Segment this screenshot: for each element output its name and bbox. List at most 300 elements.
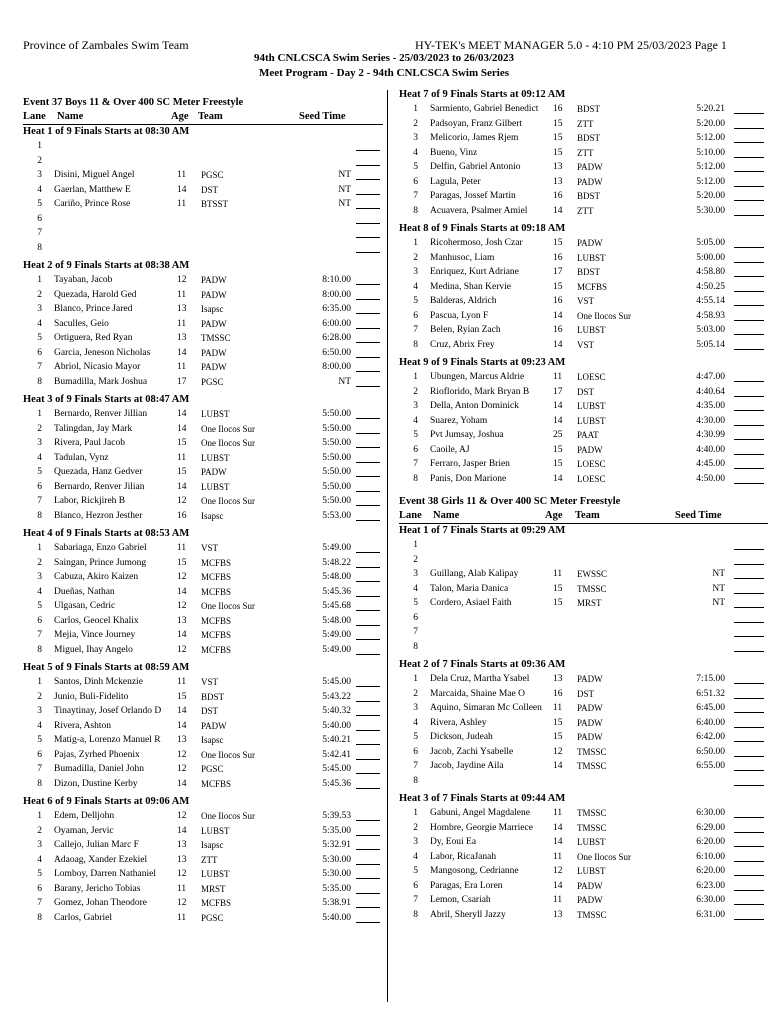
table-row	[399, 204, 768, 219]
lane-number: 3	[413, 133, 418, 143]
finals-time-blank	[734, 759, 764, 771]
finals-time-blank	[734, 280, 764, 292]
lane-number: 6	[413, 746, 418, 757]
table-row	[399, 596, 768, 611]
team-code: LUBST	[577, 325, 606, 335]
table-row	[23, 556, 383, 571]
lane-number: 2	[413, 118, 418, 129]
heat-title: Heat 2 of 7 Finals Starts at 09:36 AM	[399, 659, 566, 670]
swimmer-age: 14	[177, 481, 187, 492]
seed-time: 4:50.00	[696, 473, 725, 484]
table-row	[399, 323, 768, 338]
swimmer-age: 13	[177, 615, 187, 626]
team-code: BDST	[577, 267, 601, 277]
seed-time: 5:53.00	[322, 510, 351, 521]
swimmer-name: Dizon, Dustine Kerby	[54, 778, 138, 789]
table-row	[399, 893, 768, 908]
seed-time: 5:40.32	[322, 706, 351, 716]
lane-number: 4	[37, 452, 42, 463]
swimmer-name: Cruz, Abrix Frey	[430, 339, 495, 350]
seed-time: 6:45.00	[696, 703, 725, 713]
lane-number: 7	[413, 459, 418, 469]
lane-number: 8	[37, 242, 42, 253]
heat-block	[399, 222, 768, 352]
table-row	[23, 690, 383, 705]
seed-time: 5:50.00	[322, 496, 351, 506]
swimmer-name: Ricohermoso, Josh Czar	[430, 238, 523, 248]
finals-time-blank	[734, 323, 764, 335]
finals-time-blank	[734, 338, 764, 350]
team-code: TMSSC	[577, 822, 607, 833]
seed-time: 5:45.36	[322, 778, 351, 789]
swimmer-name: Marcaida, Shaine Mae O	[430, 688, 525, 699]
finals-time-blank	[356, 168, 380, 180]
finals-time-blank	[356, 509, 380, 521]
lane-number: 4	[37, 318, 42, 329]
swimmer-age: 11	[553, 372, 563, 382]
seed-time: 5:45.36	[322, 586, 351, 597]
swimmer-age: 16	[553, 296, 563, 306]
finals-time-blank	[734, 131, 764, 143]
lane-number: 6	[413, 880, 418, 891]
finals-time-blank	[356, 556, 380, 568]
team-code: BDST	[577, 191, 601, 201]
heat-block	[23, 661, 383, 791]
table-row	[23, 183, 383, 198]
seed-time: 5:39.53	[322, 811, 351, 821]
swimmer-age: 15	[553, 444, 563, 455]
seed-time: 5:05.00	[696, 238, 725, 248]
swimmer-name: Bernardo, Renver Jilian	[54, 481, 145, 492]
swimmer-name: Sarmiento, Gabriel Benedict	[430, 104, 539, 114]
swimmer-age: 12	[177, 764, 187, 774]
finals-time-blank	[356, 317, 380, 329]
finals-time-blank	[356, 733, 380, 745]
team-code: PADW	[577, 732, 603, 742]
seed-time: 5:35.00	[322, 825, 351, 836]
team-code: PADW	[201, 720, 227, 731]
seed-time: 6:20.00	[696, 837, 725, 847]
seed-time: 5:05.14	[696, 339, 725, 350]
swimmer-age: 17	[553, 386, 563, 397]
swimmer-name: Tinaytinay, Josef Orlando D	[54, 706, 162, 716]
swimmer-age: 14	[177, 423, 187, 434]
swimmer-name: Bumadilla, Daniel John	[54, 764, 144, 774]
table-row	[399, 399, 768, 414]
lane-number: 7	[37, 764, 42, 774]
swimmer-name: Panis, Don Marione	[430, 473, 507, 484]
table-row	[23, 241, 383, 256]
swimmer-name: Pvt Jumsay, Joshua	[430, 430, 504, 440]
swimmer-name: Rivera, Ashley	[430, 717, 487, 728]
lane-number: 7	[413, 191, 418, 201]
lane-number: 8	[37, 510, 42, 521]
table-row	[23, 628, 383, 643]
team-code: LUBST	[577, 401, 606, 411]
table-row	[399, 146, 768, 161]
seed-time: 4:55.14	[696, 296, 725, 306]
swimmer-name: Medina, Shan Kervie	[430, 281, 511, 292]
seed-time: 5:49.00	[322, 630, 351, 640]
lane-number: 2	[413, 386, 418, 397]
team-code: DST	[577, 688, 595, 699]
finals-time-blank	[734, 385, 764, 397]
lane-number: 1	[37, 811, 42, 821]
table-row	[23, 733, 383, 748]
table-row	[23, 465, 383, 480]
lane-number: 1	[37, 275, 42, 285]
team-code: LUBST	[577, 866, 606, 876]
swimmer-name: Santos, Dinh Mckenzie	[54, 677, 143, 687]
team-code: PGSC	[201, 764, 224, 774]
heat-title: Heat 1 of 7 Finals Starts at 09:29 AM	[399, 525, 566, 536]
table-row	[23, 360, 383, 375]
heat-title: Heat 1 of 9 Finals Starts at 08:30 AM	[23, 126, 190, 137]
swimmer-age: 12	[177, 572, 187, 582]
lane-number: 2	[413, 554, 418, 565]
lane-number: 4	[413, 851, 418, 862]
lane-number: 2	[37, 557, 42, 568]
table-row	[23, 675, 383, 690]
lane-number: 7	[37, 898, 42, 908]
swimmer-age: 15	[553, 147, 563, 158]
table-row	[23, 407, 383, 422]
column-header	[399, 509, 768, 524]
seed-time: 4:50.25	[696, 281, 725, 292]
table-row	[399, 265, 768, 280]
swimmer-age: 14	[177, 630, 187, 640]
heat-block	[399, 524, 768, 654]
event-title-38: Event 38 Girls 11 & Over 400 SC Meter Freestyle	[399, 496, 621, 507]
finals-time-blank	[356, 643, 380, 655]
finals-time-blank	[734, 687, 764, 699]
table-row	[399, 131, 768, 146]
finals-time-blank	[356, 407, 380, 419]
finals-time-blank	[356, 896, 380, 908]
finals-time-blank	[734, 472, 764, 484]
seed-time: 4:30.99	[696, 430, 725, 440]
swimmer-age: 15	[553, 281, 563, 292]
swimmer-name: Blanco, Hezron Jesther	[54, 510, 143, 521]
team-code: BDST	[577, 104, 601, 114]
seed-time: 6:23.00	[696, 880, 725, 891]
team-code: PADW	[577, 176, 603, 187]
seed-time: 5:50.00	[322, 467, 351, 477]
lane-number: 8	[37, 778, 42, 789]
lane-number: 3	[413, 401, 418, 411]
lane-number: 7	[413, 761, 418, 771]
finals-time-blank	[356, 628, 380, 640]
seed-time: 6:30.00	[696, 808, 725, 818]
lane-number: 8	[37, 376, 42, 387]
swimmer-age: 14	[177, 184, 187, 195]
lane-number: 7	[413, 325, 418, 335]
team-code: MCFBS	[201, 557, 232, 568]
swimmer-name: Caoile, AJ	[430, 444, 470, 455]
heat-list	[399, 524, 768, 922]
heat-title: Heat 7 of 9 Finals Starts at 09:12 AM	[399, 89, 566, 100]
team-code: TMSSC	[577, 909, 607, 920]
swimmer-age: 15	[177, 438, 187, 448]
finals-time-blank	[734, 596, 764, 608]
team-code: TMSSC	[201, 333, 231, 343]
lane-number: 7	[37, 362, 42, 372]
lane-number: 8	[413, 909, 418, 920]
table-row	[399, 472, 768, 487]
swimmer-name: Lagula, Peter	[430, 176, 481, 187]
seed-time: 6:51.32	[696, 688, 725, 699]
swimmer-name: Quezada, Harold Ged	[54, 289, 137, 300]
swimmer-name: Jacob, Zachi Ysabelle	[430, 746, 514, 757]
finals-time-blank	[356, 585, 380, 597]
swimmer-age: 14	[553, 822, 563, 833]
table-row	[399, 806, 768, 821]
header-program: Meet Program - Day 2 - 94th CNLCSCA Swim Series	[258, 67, 509, 79]
seed-time: 4:45.00	[696, 459, 725, 469]
lane-number: 7	[37, 228, 42, 238]
lane-number: 6	[37, 615, 42, 626]
finals-time-blank	[734, 864, 764, 876]
seed-time: 6:28.00	[322, 333, 351, 343]
seed-time: 8:00.00	[322, 362, 351, 372]
seed-time: 4:58.80	[696, 267, 725, 277]
team-code: LOESC	[577, 459, 606, 469]
swimmer-age: 14	[553, 837, 563, 847]
swimmer-name: Cabuza, Akiro Kaizen	[54, 572, 139, 582]
table-row	[23, 494, 383, 509]
lane-number: 6	[37, 347, 42, 358]
swimmer-age: 12	[177, 601, 187, 611]
table-row	[399, 370, 768, 385]
table-row	[399, 716, 768, 731]
table-row	[399, 625, 768, 640]
finals-time-blank	[356, 911, 380, 923]
seed-time: 4:58.93	[696, 310, 725, 321]
swimmer-name: Carlos, Gabriel	[54, 912, 113, 923]
swimmer-name: Tayaban, Jacob	[54, 275, 113, 285]
table-row	[23, 273, 383, 288]
lane-number: 4	[37, 184, 42, 195]
swimmer-age: 14	[177, 586, 187, 597]
table-row	[399, 850, 768, 865]
swimmer-name: Gabuni, Angel Magdalene	[430, 808, 530, 818]
table-row	[23, 226, 383, 241]
team-code: LUBST	[577, 415, 606, 426]
finals-time-blank	[734, 821, 764, 833]
heat-title: Heat 6 of 9 Finals Starts at 09:06 AM	[23, 796, 190, 807]
team-code: PGSC	[201, 912, 224, 923]
heat-list	[23, 125, 383, 925]
heat-title: Heat 2 of 9 Finals Starts at 08:38 AM	[23, 260, 190, 271]
finals-time-blank	[356, 212, 380, 224]
table-row	[23, 422, 383, 437]
swimmer-name: Edem, Delljohn	[54, 811, 115, 821]
table-row	[23, 867, 383, 882]
swimmer-age: 11	[177, 318, 187, 329]
table-row	[23, 643, 383, 658]
swimmer-name: Saculles, Geio	[54, 318, 109, 329]
team-code: TMSSC	[577, 808, 607, 818]
finals-time-blank	[356, 867, 380, 879]
seed-time: 5:12.00	[696, 176, 725, 187]
finals-time-blank	[734, 806, 764, 818]
swimmer-age: 14	[177, 720, 187, 731]
lane-number: 1	[413, 238, 418, 248]
seed-time: 6:55.00	[696, 761, 725, 771]
seed-time: 5:48.00	[322, 615, 351, 626]
team-code: BTSST	[201, 199, 229, 209]
col-lane: Lane	[399, 510, 422, 521]
table-row	[399, 338, 768, 353]
swimmer-age: 16	[553, 688, 563, 699]
finals-time-blank	[734, 399, 764, 411]
table-row	[399, 745, 768, 760]
swimmer-age: 14	[553, 880, 563, 891]
finals-time-blank	[356, 570, 380, 582]
table-row	[23, 541, 383, 556]
finals-time-blank	[356, 494, 380, 506]
seed-time: 5:45.00	[322, 677, 351, 687]
seed-time: 5:50.00	[322, 438, 351, 448]
swimmer-age: 13	[177, 735, 187, 745]
swimmer-name: Gomez, Johan Theodore	[54, 898, 147, 908]
swimmer-name: Mejia, Vince Journey	[54, 630, 136, 640]
team-code: One Ilocos Sur	[201, 601, 255, 611]
lane-number: 2	[413, 688, 418, 699]
team-code: PADW	[577, 162, 603, 172]
seed-time: NT	[712, 569, 725, 579]
table-row	[23, 509, 383, 524]
seed-time: 4:30.00	[696, 415, 725, 426]
swimmer-name: Ulgasan, Cedric	[54, 601, 116, 611]
lane-number: 1	[413, 808, 418, 818]
swimmer-name: Gaerlan, Matthew E	[54, 184, 131, 195]
heat-title: Heat 3 of 7 Finals Starts at 09:44 AM	[399, 793, 566, 804]
swimmer-name: Saingan, Prince Jumong	[54, 557, 147, 568]
lane-number: 5	[37, 735, 42, 745]
team-code: LOESC	[577, 473, 606, 484]
swimmer-age: 11	[177, 199, 187, 209]
lane-number: 4	[413, 147, 418, 158]
swimmer-name: Dela Cruz, Martha Ysabel	[430, 674, 530, 684]
header-series: 94th CNLCSCA Swim Series - 25/03/2023 to 26/03/2023	[253, 52, 515, 64]
swimmer-name: Labor, Rickjireh B	[54, 496, 126, 506]
swimmer-age: 12	[177, 898, 187, 908]
seed-time: NT	[338, 184, 351, 195]
team-code: VST	[201, 677, 219, 687]
seed-time: 6:31.00	[696, 909, 725, 920]
swimmer-age: 12	[177, 496, 187, 506]
team-code: VST	[201, 543, 219, 553]
team-code: PAAT	[577, 430, 599, 440]
col-team: Team	[198, 111, 223, 122]
team-code: PADW	[577, 674, 603, 684]
lane-number: 4	[37, 586, 42, 597]
heat-block	[399, 792, 768, 922]
lane-number: 7	[37, 630, 42, 640]
lane-number: 2	[37, 691, 42, 702]
lane-number: 5	[413, 430, 418, 440]
finals-time-blank	[356, 226, 380, 238]
team-code: Isapsc	[201, 510, 224, 521]
swimmer-name: Dueñas, Nathan	[54, 586, 115, 597]
table-row	[23, 317, 383, 332]
lane-number: 4	[413, 583, 418, 594]
team-code: Isapsc	[201, 840, 224, 850]
team-code: MCFBS	[201, 572, 232, 582]
swimmer-age: 14	[553, 473, 563, 484]
finals-time-blank	[356, 241, 380, 253]
swimmer-name: Disini, Miguel Angel	[54, 170, 135, 180]
swimmer-name: Pascua, Lyon F	[430, 310, 489, 321]
lane-number: 7	[413, 895, 418, 905]
lane-number: 6	[413, 444, 418, 455]
swimmer-name: Rivera, Paul Jacob	[54, 438, 125, 448]
seed-time: 5:00.00	[696, 252, 725, 263]
swimmer-age: 13	[553, 162, 563, 172]
seed-time: 5:10.00	[696, 147, 725, 158]
column-header	[23, 110, 383, 125]
team-code: PGSC	[201, 376, 224, 387]
lane-number: 2	[413, 822, 418, 833]
swimmer-name: Adaoag, Xander Ezekiel	[54, 854, 148, 865]
event-title-37: Event 37 Boys 11 & Over 400 SC Meter Freestyle	[23, 97, 244, 108]
team-code: LUBST	[577, 252, 606, 263]
seed-time: 6:20.00	[696, 866, 725, 876]
swimmer-name: Sabariaga, Enzo Gabriel	[54, 543, 147, 553]
table-row	[399, 160, 768, 175]
swimmer-age: 15	[177, 691, 187, 702]
finals-time-blank	[734, 774, 764, 786]
finals-time-blank	[734, 457, 764, 469]
finals-time-blank	[734, 175, 764, 187]
finals-time-blank	[356, 882, 380, 894]
lane-number: 3	[413, 569, 418, 579]
swimmer-age: 13	[553, 909, 563, 920]
team-code: PADW	[577, 895, 603, 905]
team-code: LUBST	[201, 825, 230, 836]
seed-time: 5:40.00	[322, 720, 351, 731]
finals-time-blank	[734, 567, 764, 579]
lane-number: 2	[37, 155, 42, 166]
lane-number: 1	[413, 674, 418, 684]
lane-number: 4	[413, 717, 418, 728]
finals-time-blank	[356, 436, 380, 448]
swimmer-age: 11	[177, 883, 187, 894]
swimmer-age: 11	[177, 543, 187, 553]
finals-time-blank	[356, 197, 380, 209]
finals-time-blank	[356, 288, 380, 300]
seed-time: 6:00.00	[322, 318, 351, 329]
finals-time-blank	[356, 302, 380, 314]
finals-time-blank	[356, 690, 380, 702]
finals-time-blank	[356, 614, 380, 626]
lane-number: 5	[37, 869, 42, 879]
table-row	[399, 821, 768, 836]
seed-time: 6:50.00	[322, 347, 351, 358]
lane-number: 3	[37, 304, 42, 314]
heat-block	[23, 527, 383, 657]
lane-number: 6	[413, 310, 418, 321]
table-row	[399, 640, 768, 655]
table-row	[23, 896, 383, 911]
finals-time-blank	[356, 748, 380, 760]
heat-block	[23, 259, 383, 389]
finals-time-blank	[734, 428, 764, 440]
lane-number: 2	[37, 825, 42, 836]
swimmer-name: Rioflorido, Mark Bryan B	[430, 386, 530, 397]
team-code: MCFBS	[201, 778, 232, 789]
